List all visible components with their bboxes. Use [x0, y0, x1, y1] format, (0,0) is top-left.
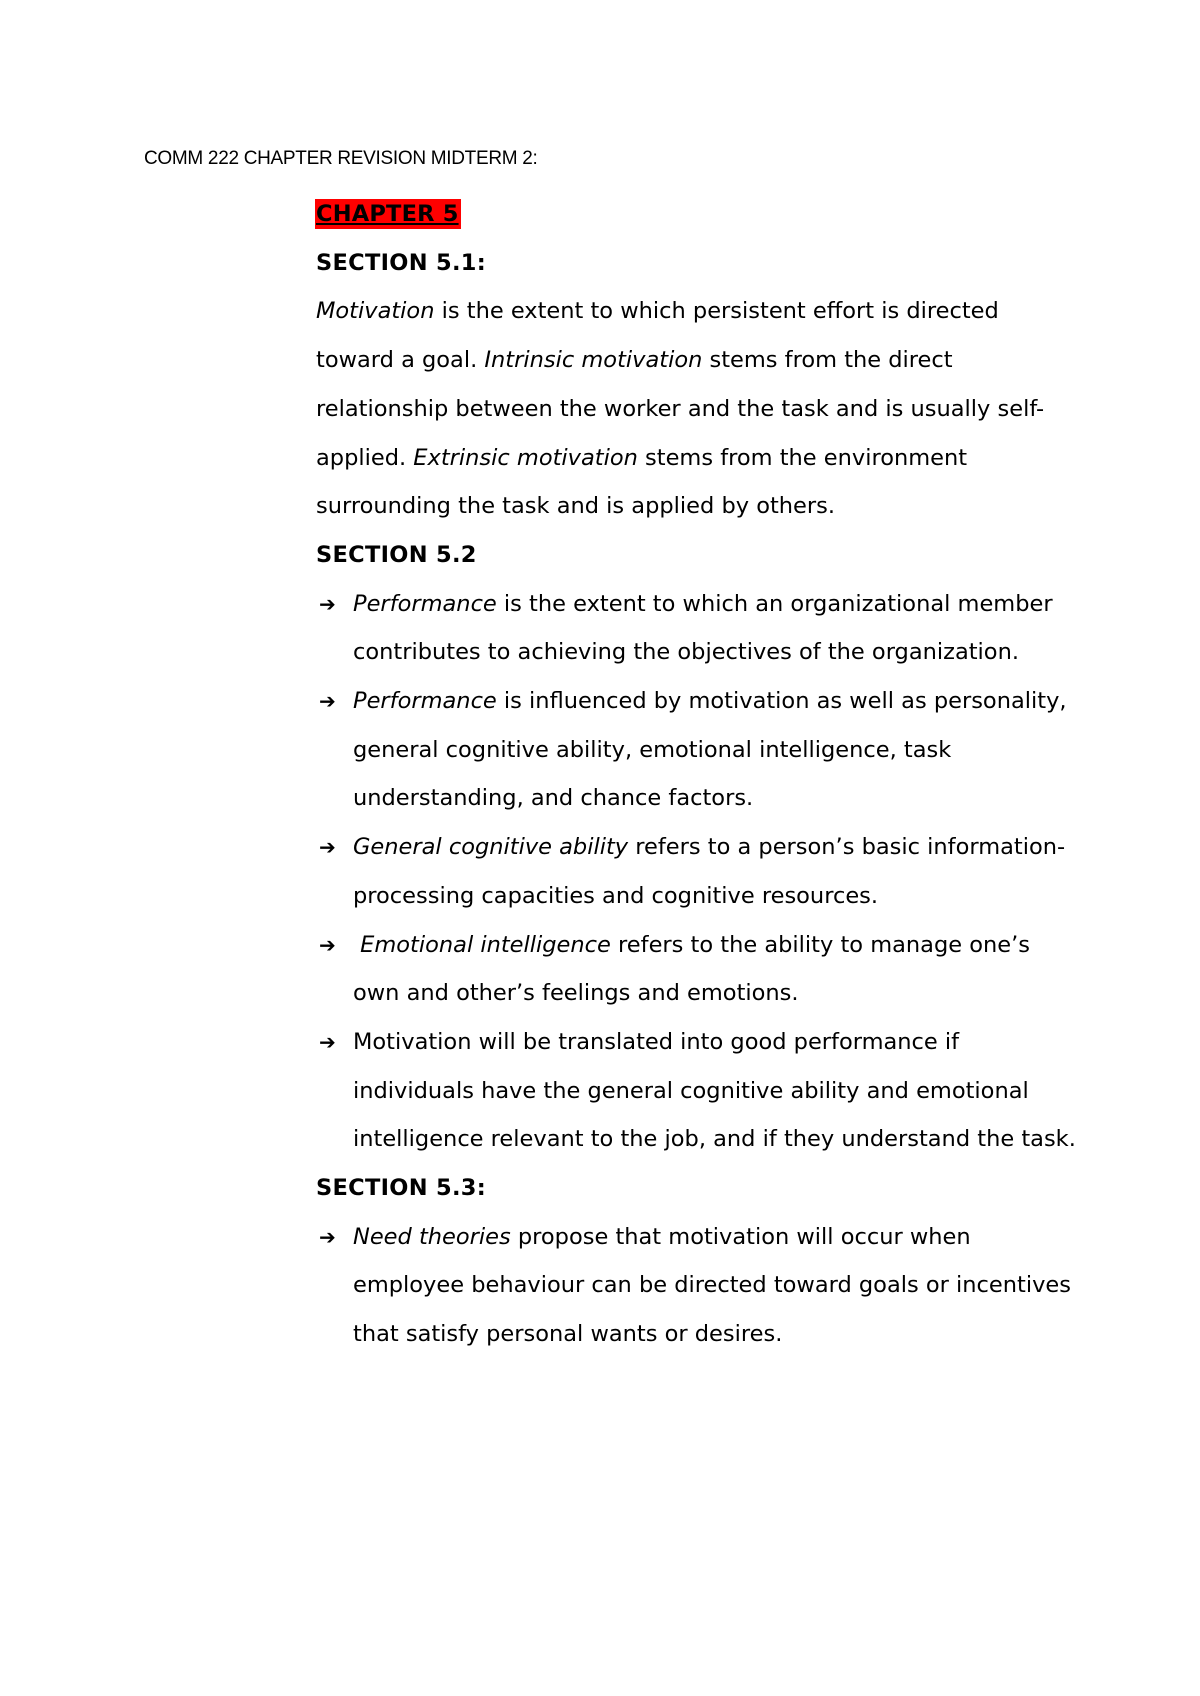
bullet-text: is influenced by motivation as well as personality, general cognitive ability, emotional intelligence, task understanding, and chance factors.	[353, 688, 1067, 812]
term-extrinsic-motivation: Extrinsic motivation	[413, 444, 638, 471]
arrow-icon: ➔	[319, 591, 336, 616]
section-heading: SECTION 5.1:	[316, 249, 487, 276]
bullet-text: refers to a person’s basic information-processing capacities and cognitive resources.	[353, 834, 1066, 909]
bullet-term: Emotional intelligence	[353, 931, 611, 958]
paragraph-text: is the extent to which persistent effort is directed toward a goal.	[316, 298, 999, 374]
bullet-term: Need theories	[353, 1223, 511, 1250]
arrow-icon: ➔	[319, 1029, 336, 1054]
bullet-text: is the extent to which an organizational member contributes to achieving the objectives of the organization.	[353, 590, 1053, 666]
list-item	[316, 921, 1076, 1018]
list-item	[316, 1018, 1076, 1164]
bullet-text: refers to the ability to manage one’s own and other’s feelings and emotions.	[353, 931, 1030, 1007]
paragraph-text: stems from the direct relationship between the worker and the task and is usually self-applied.	[316, 347, 1045, 471]
arrow-icon: ➔	[319, 689, 336, 714]
bullet-term: Performance	[353, 688, 497, 715]
document-body	[316, 190, 1076, 1359]
arrow-icon: ➔	[319, 835, 336, 860]
arrow-icon: ➔	[319, 1224, 336, 1249]
paragraph-text: stems from the environment surrounding the task and is applied by others.	[316, 444, 968, 520]
term-motivation: Motivation	[316, 298, 435, 325]
section-heading: SECTION 5.2	[316, 541, 477, 568]
list-item	[316, 823, 1076, 920]
document-title: COMM 222 CHAPTER REVISION MIDTERM 2:	[144, 148, 538, 169]
bullet-list	[316, 1213, 1076, 1359]
list-item	[316, 580, 1076, 677]
chapter-heading: CHAPTER 5	[316, 201, 459, 227]
arrow-icon: ➔	[319, 932, 336, 957]
bullet-text: Motivation will be translated into good performance if individuals have the general cognitive ability and emotional intelligence relevant to the job, and if they understand the task.	[353, 1028, 1076, 1153]
list-item	[316, 1213, 1076, 1359]
bullet-term: General cognitive ability	[353, 834, 629, 861]
list-item	[316, 677, 1076, 823]
bullet-list	[316, 580, 1076, 1164]
section-paragraph	[316, 287, 1076, 531]
bullet-term: Performance	[353, 590, 497, 617]
section-heading: SECTION 5.3:	[316, 1175, 487, 1202]
term-intrinsic-motivation: Intrinsic motivation	[484, 347, 703, 374]
bullet-text: propose that motivation will occur when employee behaviour can be directed toward goals or incentives that satisfy personal wants or desires.	[353, 1223, 1071, 1348]
